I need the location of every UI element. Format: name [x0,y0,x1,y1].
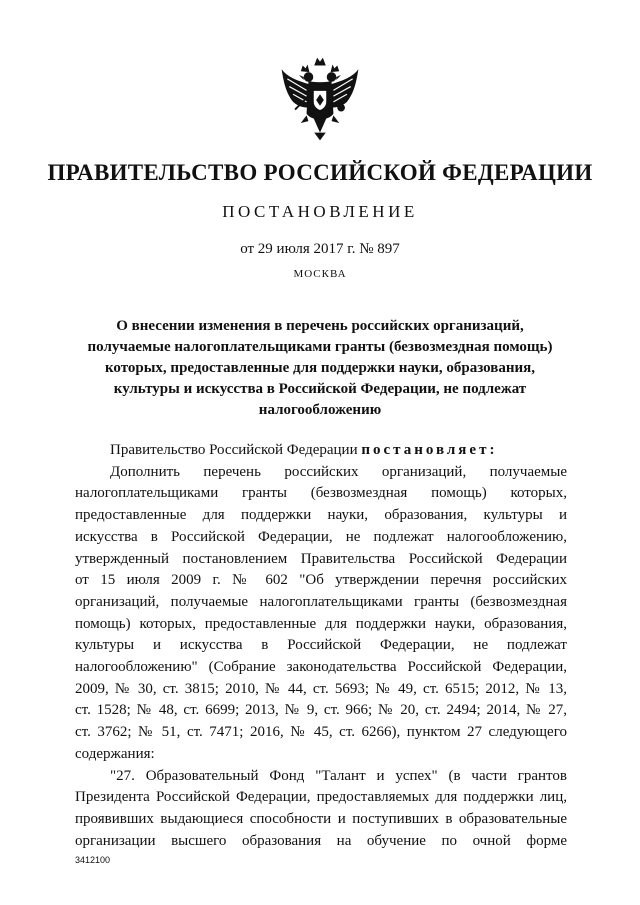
heading-line: которых, предоставленные для поддержки науки, образования, [104,360,536,376]
heading-line: налогообложению [258,402,382,418]
document-place: МОСКВА [293,268,347,280]
intro-text: Правительство Российской Федерации [110,442,362,458]
heading-line: получаемые налогоплательщиками гранты (безвозмездная помощь) [87,339,553,355]
paragraph-line: Президента Российской Федерации, предоставляемых для поддержки лиц, [75,789,567,806]
paragraph-line: содержания: [75,745,155,762]
paragraph-line: от 15 июля 2009 г. № 602 "Об утверждении перечня российских [75,572,567,589]
paragraph-line: 2009, № 30, ст. 3815; 2010, № 44, ст. 5693; № 49, ст. 6515; 2012, № 13, [75,680,567,697]
paragraph-line: ст. 3762; № 51, ст. 7471; 2016, № 45, ст. 6266), пунктом 27 следующего [75,724,567,741]
paragraph-line: "27. Образовательный Фонд "Талант и успех" (в части грантов [110,767,567,784]
document-code: 3412100 [75,855,111,865]
paragraph-line: налогообложению" (Собрание законодательства Российской Федерации, [75,659,567,676]
paragraph-line: ст. 1528; № 48, ст. 6699; 2013, № 9, ст. 966; № 20, ст. 2494; 2014, № 27, [75,702,567,719]
paragraph-line: организации высшего образования на обучение по очной форме [75,832,567,849]
paragraph-line: предоставленные для поддержки науки, образования, культуры и [75,507,567,524]
document-body [75,440,567,852]
paragraph-line: организаций, получаемые налогоплательщиками гранты (безвозмездная [75,593,567,610]
paragraph-line: искусства в Российской Федерации, не подлежат налогообложению, [75,528,567,545]
document-date-number: от 29 июля 2017 г. № 897 [240,241,400,257]
paragraph-line: налогоплательщиками гранты (безвозмездная помощь) которых, [75,485,567,502]
heading-line: культуры и искусства в Российской Федерации, не подлежат [113,381,527,397]
document-type: ПОСТАНОВЛЕНИЕ [222,202,418,221]
paragraph-line: проявивших выдающиеся способности и поступивших в образовательные [75,810,567,827]
resolution-intro [75,440,567,462]
resolves-keyword: постановляет: [361,442,498,458]
heading-line: О внесении изменения в перечень российских организаций, [116,318,524,334]
document-heading [85,316,555,421]
paragraph-line: помощь) которых, предоставленные для поддержки науки, образования, [75,615,567,632]
paragraph-line: утвержденный постановлением Правительства Российской Федерации [75,550,567,567]
paragraph-line: Дополнить перечень российских организаций, получаемые [110,463,567,480]
paragraph-line: культуры и искусства в Российской Федерации, не подлежат [75,637,567,654]
russian-coat-of-arms-icon [272,52,368,148]
government-title: ПРАВИТЕЛЬСТВО РОССИЙСКОЙ ФЕДЕРАЦИИ [47,160,593,185]
